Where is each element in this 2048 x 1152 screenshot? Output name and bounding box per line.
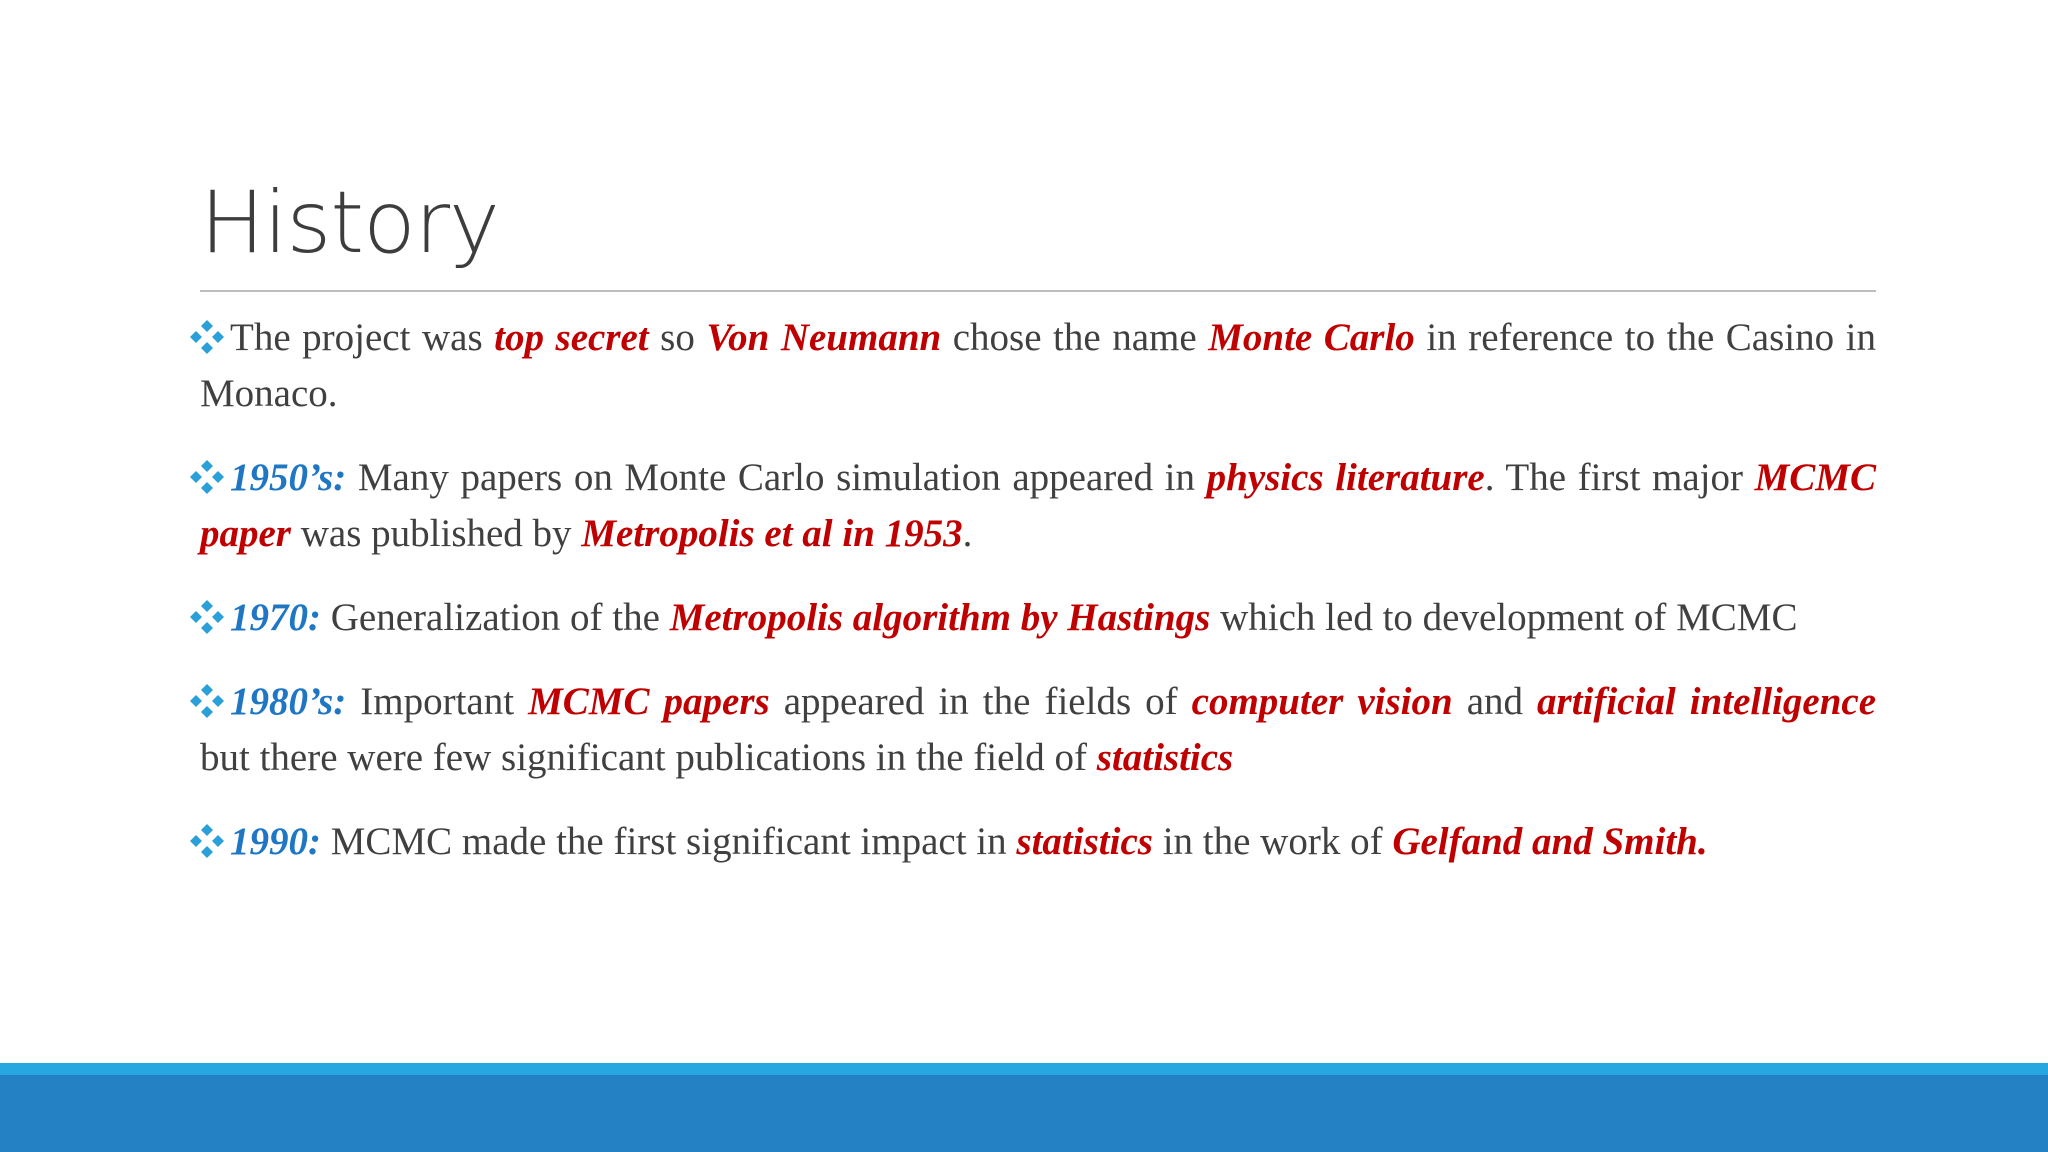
bullet-item-1990 — [200, 814, 1876, 870]
bullet-item-1950s — [200, 450, 1876, 562]
footer-band — [0, 1075, 2048, 1152]
bullet-item-1980s — [200, 674, 1876, 786]
four-diamond-bullet-icon — [188, 318, 226, 356]
bullet-item-project-name — [200, 310, 1876, 422]
bullet-text: The project was top secret so Von Neumann chose the name Monte Carlo in reference to the Casino in Monaco. — [200, 316, 1876, 415]
title-divider — [200, 290, 1876, 292]
four-diamond-bullet-icon — [188, 682, 226, 720]
four-diamond-bullet-icon — [188, 458, 226, 496]
four-diamond-bullet-icon — [188, 598, 226, 636]
bullet-text: 1970: Generalization of the Metropolis algorithm by Hastings which led to development of MCMC — [230, 596, 1798, 639]
bullet-text: 1990: MCMC made the first significant impact in statistics in the work of Gelfand and Smith. — [230, 820, 1708, 863]
four-diamond-bullet-icon — [188, 822, 226, 860]
footer-accent-stripe — [0, 1063, 2048, 1075]
bullet-text: 1950’s: Many papers on Monte Carlo simulation appeared in physics literature. The first major MCMC paper was published by Metropolis et al in 1953. — [200, 456, 1876, 555]
bullet-text: 1980’s: Important MCMC papers appeared in the fields of computer vision and artificial intelligence but there were few significant publications in the field of statistics — [200, 680, 1877, 779]
bullet-item-1970 — [200, 590, 1876, 646]
slide-title: History — [200, 173, 499, 273]
bullet-list — [200, 310, 1876, 898]
